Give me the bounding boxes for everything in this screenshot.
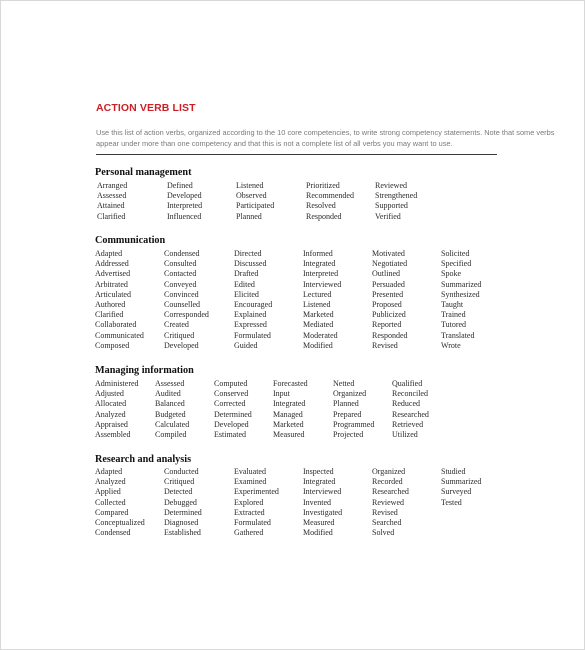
verb-item: Listened bbox=[236, 181, 264, 190]
verb-item: Discussed bbox=[234, 259, 267, 269]
verb-item: Taught bbox=[441, 300, 464, 309]
verb-item: Revised bbox=[372, 340, 398, 350]
verb-item: Interviewed bbox=[303, 279, 342, 289]
verb-item: Analyzed bbox=[95, 477, 126, 487]
verb-item: Experimented bbox=[234, 487, 279, 497]
verb-item: Clarified bbox=[95, 310, 124, 320]
divider-rule bbox=[96, 154, 497, 155]
verb-item: Modified bbox=[303, 528, 333, 538]
verb-item: Trained bbox=[441, 310, 466, 320]
verb-item: Measured bbox=[273, 430, 305, 439]
verb-item: Tutored bbox=[441, 320, 467, 330]
verb-item: Drafted bbox=[234, 269, 259, 279]
verb-item: Guided bbox=[234, 340, 258, 350]
verb-item: Strengthened bbox=[375, 191, 418, 201]
intro-line: Use this list of action verbs, organized according to the 10 core competencies, to write strong competency statements. Note that some verbs bbox=[96, 128, 555, 137]
verb-item: Allocated bbox=[95, 399, 127, 409]
intro-line: appear under more than one competency and that this is not a complete list of all verbs you may want to use. bbox=[96, 139, 453, 148]
verb-item: Negotiated bbox=[372, 259, 408, 269]
verb-item: Formulated bbox=[234, 518, 271, 527]
verb-item: Organized bbox=[372, 467, 406, 476]
verb-item: Assembled bbox=[95, 430, 131, 439]
verb-item: Developed bbox=[167, 191, 202, 201]
verb-item: Studied bbox=[441, 467, 466, 476]
verb-item: Solved bbox=[372, 528, 395, 538]
verb-item: Administered bbox=[95, 379, 139, 388]
verb-item: Budgeted bbox=[155, 409, 186, 419]
verb-item: Outlined bbox=[372, 269, 400, 279]
verb-item: Conceptualized bbox=[95, 518, 145, 527]
verb-item: Critiqued bbox=[164, 330, 195, 340]
verb-item: Convinced bbox=[164, 289, 199, 299]
verb-item: Balanced bbox=[155, 399, 185, 409]
verb-item: Forecasted bbox=[273, 379, 308, 388]
verb-item: Integrated bbox=[303, 259, 336, 269]
verb-item: Reviewed bbox=[375, 181, 407, 190]
verb-item: Corrected bbox=[214, 399, 246, 409]
verb-item: Adapted bbox=[95, 467, 123, 476]
verb-item: Arbitrated bbox=[95, 279, 128, 289]
verb-item: Specified bbox=[441, 259, 472, 269]
verb-item: Clarified bbox=[97, 211, 126, 221]
verb-item: Defined bbox=[167, 181, 193, 190]
verb-item: Measured bbox=[303, 518, 335, 527]
verb-item: Supported bbox=[375, 201, 408, 211]
verb-item: Explained bbox=[234, 310, 267, 320]
verb-item: Tested bbox=[441, 497, 462, 507]
verb-item: Evaluated bbox=[234, 467, 266, 476]
verb-item: Extracted bbox=[234, 507, 265, 517]
verb-item: Utilized bbox=[392, 430, 418, 439]
verb-item: Surveyed bbox=[441, 487, 472, 497]
verb-item: Searched bbox=[372, 518, 402, 527]
verb-item: Presented bbox=[372, 289, 404, 299]
verb-item: Diagnosed bbox=[164, 518, 199, 527]
verb-item: Applied bbox=[95, 487, 121, 497]
verb-item: Adjusted bbox=[95, 389, 124, 399]
verb-item: Examined bbox=[234, 477, 267, 487]
verb-item: Appraised bbox=[95, 419, 128, 429]
verb-item: Participated bbox=[236, 201, 275, 211]
verb-item: Spoke bbox=[441, 269, 461, 279]
verb-item: Translated bbox=[441, 330, 475, 340]
verb-item: Researched bbox=[372, 487, 409, 497]
verb-item: Interpreted bbox=[303, 269, 339, 279]
verb-item: Resolved bbox=[306, 201, 336, 211]
verb-item: Consulted bbox=[164, 259, 197, 269]
verb-item: Developed bbox=[214, 419, 249, 429]
verb-item: Qualified bbox=[392, 379, 423, 388]
verb-item: Condensed bbox=[164, 249, 200, 258]
verb-item: Reported bbox=[372, 320, 402, 330]
verb-item: Revised bbox=[372, 507, 398, 517]
verb-item: Computed bbox=[214, 379, 248, 388]
verb-item: Edited bbox=[234, 279, 255, 289]
verb-item: Corresponded bbox=[164, 310, 209, 320]
verb-item: Condensed bbox=[95, 528, 131, 538]
verb-item: Motivated bbox=[372, 249, 405, 258]
verb-item: Compiled bbox=[155, 430, 187, 439]
verb-item: Assessed bbox=[97, 191, 127, 201]
verb-item: Developed bbox=[164, 340, 199, 350]
verb-item: Counselled bbox=[164, 300, 200, 309]
verb-item: Compared bbox=[95, 507, 129, 517]
verb-item: Planned bbox=[333, 399, 359, 409]
verb-item: Interviewed bbox=[303, 487, 342, 497]
verb-item: Collected bbox=[95, 497, 126, 507]
verb-item: Created bbox=[164, 320, 189, 330]
verb-item: Persuaded bbox=[372, 279, 405, 289]
verb-item: Marketed bbox=[273, 419, 304, 429]
verb-item: Researched bbox=[392, 409, 429, 419]
verb-item: Moderated bbox=[303, 330, 338, 340]
verb-item: Verified bbox=[375, 211, 401, 221]
verb-item: Invented bbox=[303, 497, 331, 507]
verb-item: Marketed bbox=[303, 310, 334, 320]
verb-item: Audited bbox=[155, 389, 181, 399]
verb-item: Influenced bbox=[167, 211, 202, 221]
verb-item: Articulated bbox=[95, 289, 131, 299]
verb-item: Inspected bbox=[303, 467, 334, 476]
verb-item: Observed bbox=[236, 191, 267, 201]
verb-item: Communicated bbox=[95, 330, 144, 340]
verb-item: Integrated bbox=[303, 477, 336, 487]
verb-item: Adapted bbox=[95, 249, 123, 258]
verb-item: Projected bbox=[333, 430, 364, 439]
verb-item: Interpreted bbox=[167, 201, 203, 211]
verb-item: Integrated bbox=[273, 399, 306, 409]
verb-item: Authored bbox=[95, 300, 126, 309]
verb-item: Reconciled bbox=[392, 389, 428, 399]
verb-item: Determined bbox=[164, 507, 202, 517]
verb-item: Listened bbox=[303, 300, 331, 309]
verb-item: Modified bbox=[303, 340, 333, 350]
verb-item: Conserved bbox=[214, 389, 249, 399]
verb-item: Collaborated bbox=[95, 320, 137, 330]
verb-item: Formulated bbox=[234, 330, 271, 340]
verb-item: Summarized bbox=[441, 279, 482, 289]
verb-item: Input bbox=[273, 389, 290, 399]
verb-item: Gathered bbox=[234, 528, 264, 538]
verb-item: Expressed bbox=[234, 320, 267, 330]
verb-item: Composed bbox=[95, 340, 130, 350]
verb-item: Programmed bbox=[333, 419, 375, 429]
verb-item: Arranged bbox=[97, 181, 128, 190]
verb-item: Conducted bbox=[164, 467, 199, 476]
verb-item: Synthesized bbox=[441, 289, 480, 299]
verb-item: Reviewed bbox=[372, 497, 404, 507]
section-heading: Research and analysis bbox=[95, 454, 192, 465]
section-heading: Communication bbox=[95, 235, 166, 246]
verb-item: Responded bbox=[306, 211, 342, 221]
verb-item: Recommended bbox=[306, 191, 354, 201]
verb-item: Informed bbox=[303, 249, 333, 258]
verb-item: Recorded bbox=[372, 477, 403, 487]
verb-item: Determined bbox=[214, 409, 252, 419]
verb-item: Solicited bbox=[441, 249, 470, 258]
verb-item: Addressed bbox=[95, 259, 129, 269]
verb-item: Retrieved bbox=[392, 419, 424, 429]
verb-item: Debugged bbox=[164, 497, 197, 507]
verb-item: Summarized bbox=[441, 477, 482, 487]
section-heading: Personal management bbox=[95, 167, 192, 178]
verb-item: Prepared bbox=[333, 409, 362, 419]
verb-item: Analyzed bbox=[95, 409, 126, 419]
section-heading: Managing information bbox=[95, 365, 194, 376]
verb-item: Estimated bbox=[214, 430, 246, 439]
verb-item: Proposed bbox=[372, 300, 402, 309]
verb-item: Assessed bbox=[155, 379, 185, 388]
verb-item: Organized bbox=[333, 389, 367, 399]
verb-item: Established bbox=[164, 528, 201, 538]
verb-item: Netted bbox=[333, 379, 355, 388]
verb-item: Directed bbox=[234, 249, 262, 258]
verb-item: Investigated bbox=[303, 507, 343, 517]
verb-item: Advertised bbox=[95, 269, 131, 279]
page-title: ACTION VERB LIST bbox=[96, 102, 196, 114]
verb-item: Detected bbox=[164, 487, 193, 497]
verb-item: Wrote bbox=[441, 340, 461, 350]
verb-item: Encouraged bbox=[234, 300, 273, 309]
verb-item: Planned bbox=[236, 211, 262, 221]
verb-item: Prioritized bbox=[306, 181, 340, 190]
verb-item: Publicized bbox=[372, 310, 406, 320]
verb-item: Contacted bbox=[164, 269, 197, 279]
verb-item: Lectured bbox=[303, 289, 332, 299]
verb-item: Attained bbox=[97, 201, 125, 211]
verb-item: Mediated bbox=[303, 320, 334, 330]
verb-item: Managed bbox=[273, 409, 303, 419]
intro-paragraph bbox=[96, 127, 555, 149]
verb-item: Calculated bbox=[155, 419, 190, 429]
verb-item: Conveyed bbox=[164, 279, 197, 289]
verb-item: Elicited bbox=[234, 289, 259, 299]
verb-item: Critiqued bbox=[164, 477, 195, 487]
verb-item: Explored bbox=[234, 497, 264, 507]
verb-item: Reduced bbox=[392, 399, 420, 409]
verb-item: Responded bbox=[372, 330, 408, 340]
